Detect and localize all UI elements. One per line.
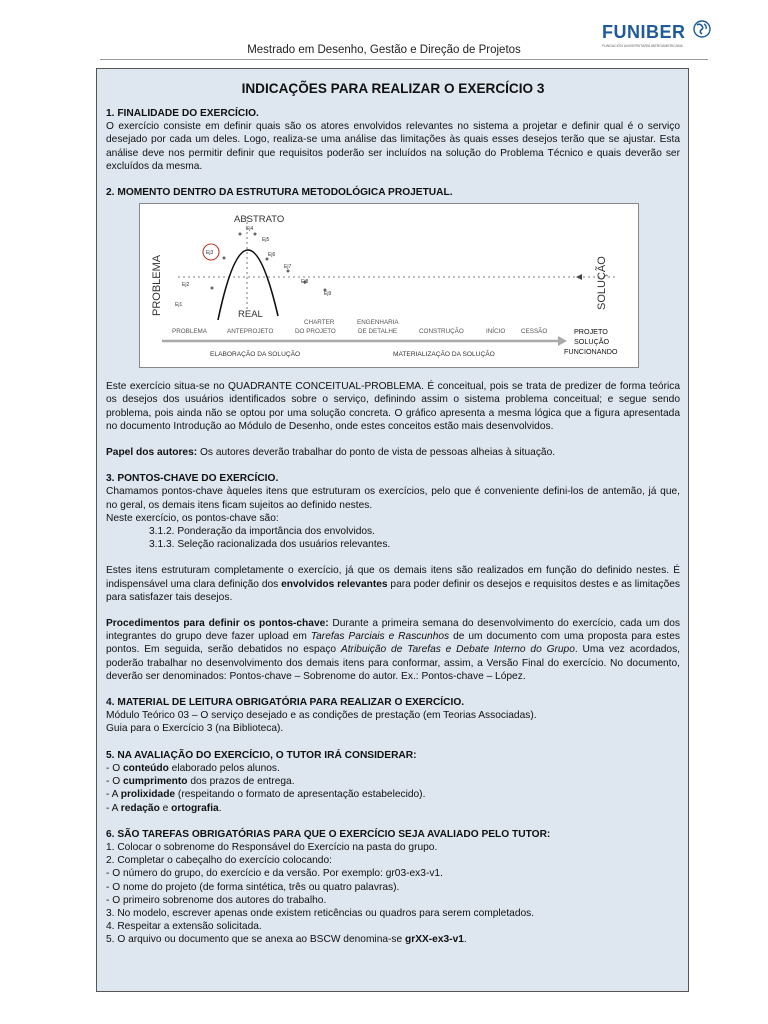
label-ej7: Ej7 <box>284 264 292 271</box>
logo-tagline: FUNDACIÓN UNIVERSITARIA IBEROAMERICANA <box>602 44 683 48</box>
section-3-para-3 <box>106 564 680 604</box>
task-item: - O número do grupo, do exercício e da versão. Por exemplo: gr03-ex3-v1. <box>106 868 443 880</box>
globe-icon <box>693 20 711 38</box>
evaluation-item <box>106 762 680 775</box>
text-run: de um documento com uma proposta para estes pontos. Em seguida, serão debatidos no espaço <box>106 631 681 656</box>
label-ej4: Ej4 <box>246 226 254 233</box>
logo-text: FUNIBER <box>602 22 686 42</box>
label-solucao: SOLUÇÃO <box>596 256 608 311</box>
section-3-para-1: Chamamos pontos-chave àqueles itens que estruturam os exercícios, pelo que é conveniente defini-los de antemão, já que, no geral, os demais itens ficam sujeitos ao definido nestes. <box>106 486 680 511</box>
text-run-italic: Tarefas Parciais e Rascunhos <box>310 631 450 643</box>
text-run-bold: cumprimento <box>122 776 188 788</box>
header-divider <box>100 59 708 60</box>
section-3-para-2: Neste exercício, os pontos-chave são: <box>106 512 279 524</box>
phase-charter-line1: CHARTER <box>304 319 335 327</box>
header-subtitle: Mestrado em Desenho, Gestão e Direção de Projetos <box>247 44 521 56</box>
text-run: e <box>159 802 172 814</box>
text-run-bold: envolvidos relevantes <box>281 578 388 590</box>
phase-cessao: CESSÃO <box>521 328 548 336</box>
text-run-bold: prolixidade <box>120 789 176 801</box>
text-run-italic: Atribuição de Tarefas e Debate Interno do Grupo <box>340 644 575 656</box>
task-item: - O nome do projeto (de forma sintética, três ou quatro palavras). <box>106 881 400 893</box>
key-point-item: 3.1.2. Ponderação da importância dos envolvidos. <box>149 526 375 538</box>
label-elaboracao: ELABORAÇÃO DA SOLUÇÃO <box>210 351 301 359</box>
text-run-bold: conteúdo <box>122 762 169 774</box>
phase-problema: PROBLEMA <box>172 328 207 336</box>
text-run-bold: redação <box>120 802 160 814</box>
text-run: (respeitando o formato de apresentação estabelecido). <box>175 789 426 801</box>
label-ej2: Ej2 <box>182 282 190 289</box>
papel-text: Os autores deverão trabalhar do ponto de vista de pessoas alheias à situação. <box>197 447 556 459</box>
label-ej5: Ej5 <box>262 237 270 244</box>
procedimentos-label: Procedimentos para definir os pontos-chave: <box>106 618 329 630</box>
phase-charter-line2: DO PROJETO <box>295 328 336 336</box>
label-problema: PROBLEMA <box>151 255 163 317</box>
phase-inicio: INÍCIO <box>486 328 506 336</box>
axis-arrow <box>576 274 582 280</box>
page-header <box>0 0 768 62</box>
task-item: 4. Respeitar a extensão solicitada. <box>106 921 262 933</box>
section-6-heading: 6. SÃO TAREFAS OBRIGATÓRIAS PARA QUE O EXERCÍCIO SEJA AVALIADO PELO TUTOR: <box>106 828 551 840</box>
text-run: elaborado pelos alunos. <box>168 762 280 774</box>
section-5-heading: 5. NA AVALIAÇÃO DO EXERCÍCIO, O TUTOR IRÁ CONSIDERAR: <box>106 749 417 761</box>
reading-item: Módulo Teórico 03 – O serviço desejado e as condições de prestação (em Teorias Associadas). <box>106 710 537 722</box>
phase-construcao: CONSTRUÇÃO <box>419 328 464 336</box>
section-1-text: O exercício consiste em definir quais são os atores envolvidos relevantes no sistema a projetar e definir qual é o serviço desejado por cada um deles. Logo, realiza-se uma análise das limitações às quais esses desejos terão que se ajustar. Esta análise deve nos permitir definir que requisitos poderão ser incluídos na solução do Problema Técnico e quais deverão ser excluídos da mesma. <box>106 121 680 172</box>
papel-dos-autores <box>106 446 680 459</box>
reading-item: Guia para o Exercício 3 (na Biblioteca). <box>106 723 284 735</box>
label-ej3: Ej3 <box>206 250 214 257</box>
document-title: INDICAÇÕES PARA REALIZAR O EXERCÍCIO 3 <box>241 81 545 96</box>
key-point-item: 3.1.3. Seleção racionalizada dos usuários relevantes. <box>149 539 391 551</box>
text-run: - A <box>106 789 121 801</box>
evaluation-item <box>106 788 680 801</box>
text-run-bold: ortografia <box>171 802 219 814</box>
timeline-arrow <box>558 336 567 346</box>
text-run: dos prazos de entrega. <box>187 776 295 788</box>
label-abstrato: ABSTRATO <box>234 214 285 226</box>
text-run: - O <box>106 762 123 774</box>
label-ej1: Ej1 <box>175 302 183 309</box>
text-run: . <box>218 802 222 814</box>
evaluation-item <box>106 802 680 815</box>
text-run: - A <box>106 802 121 814</box>
end-label-line1: PROJETO <box>574 327 608 337</box>
phase-anteprojeto: ANTEPROJETO <box>227 328 274 336</box>
phase-engenharia-line2: DE DETALHE <box>358 328 398 336</box>
label-ej6: Ej6 <box>268 252 276 259</box>
section-2-heading: 2. MOMENTO DENTRO DA ESTRUTURA METODOLÓGICA PROJETUAL. <box>106 187 453 199</box>
task-item: 3. No modelo, escrever apenas onde existem reticências ou quadros para serem completados. <box>106 907 535 919</box>
label-ej8: Ej8 <box>301 279 309 286</box>
section-1-heading: 1. FINALIDADE DO EXERCÍCIO. <box>106 108 259 119</box>
section-4-heading: 4. MATERIAL DE LEITURA OBRIGATÓRIA PARA REALIZAR O EXERCÍCIO. <box>106 697 465 709</box>
text-run: Estes itens estruturam completamente o exercício, já que os demais itens são realizados em função do definido nestes. É indispensável uma clara definição dos <box>106 565 680 590</box>
end-label-line3: FUNCIONANDO <box>564 347 618 357</box>
methodology-diagram-svg <box>140 204 639 368</box>
task-item <box>106 933 680 946</box>
text-run: para poder definir os desejos e requisitos destes e as limitações para satisfazer tais desejos. <box>106 578 680 603</box>
label-ej9: Ej9 <box>324 291 332 298</box>
text-run: Durante a primeira semana do desenvolvimento do exercício, cada um dos integrantes do grupo deve fazer upload em <box>106 618 680 643</box>
instructions-box <box>96 68 689 992</box>
section-3-heading: 3. PONTOS-CHAVE DO EXERCÍCIO. <box>106 473 279 485</box>
text-run: . Uma vez acordados, poderão trabalhar no desenvolvimento dos demais itens para conformar, assim, a Versão Final do exercício. No documento, deverão ser denominados: Pontos-chave – Sobrenome do autor. Ex.: Pontos-chave – López. <box>106 644 680 682</box>
task-item: - O primeiro sobrenome dos autores do trabalho. <box>106 894 327 906</box>
text-run-bold: grXX-ex3-v1 <box>405 934 464 946</box>
phase-engenharia-line1: ENGENHARIA <box>357 319 399 327</box>
label-materializacao: MATERIALIZAÇÃO DA SOLUÇÃO <box>393 351 495 359</box>
section-2-text: Este exercício situa-se no QUADRANTE CONCEITUAL-PROBLEMA. É conceitual, pois se trata de predizer de forma teórica os desejos dos usuários identificados sobre o serviço, definindo assim o sistema problema conceitual; e segue sendo problema, pois ainda não se optou por uma solução concreta. O gráfico apresenta a mesma lógica que a figura apresentada no documento Introdução ao Módulo de Desenho, onde estes conceitos estão mais desenvolvidos. <box>106 381 680 432</box>
text-run: - O <box>106 776 123 788</box>
evaluation-item <box>106 775 680 788</box>
papel-label: Papel dos autores: <box>106 447 198 459</box>
task-item: 1. Colocar o sobrenome do Responsável do Exercício na pasta do grupo. <box>106 841 438 853</box>
end-label-line2: SOLUÇÃO <box>574 337 610 347</box>
task-item: 2. Completar o cabeçalho do exercício colocando: <box>106 855 332 867</box>
label-real: REAL <box>238 309 263 321</box>
procedimentos-paragraph <box>106 617 680 683</box>
methodology-diagram <box>139 203 639 368</box>
text-run: 5. O arquivo ou documento que se anexa ao BSCW denomina-se <box>106 934 406 946</box>
text-run: . <box>463 934 467 946</box>
